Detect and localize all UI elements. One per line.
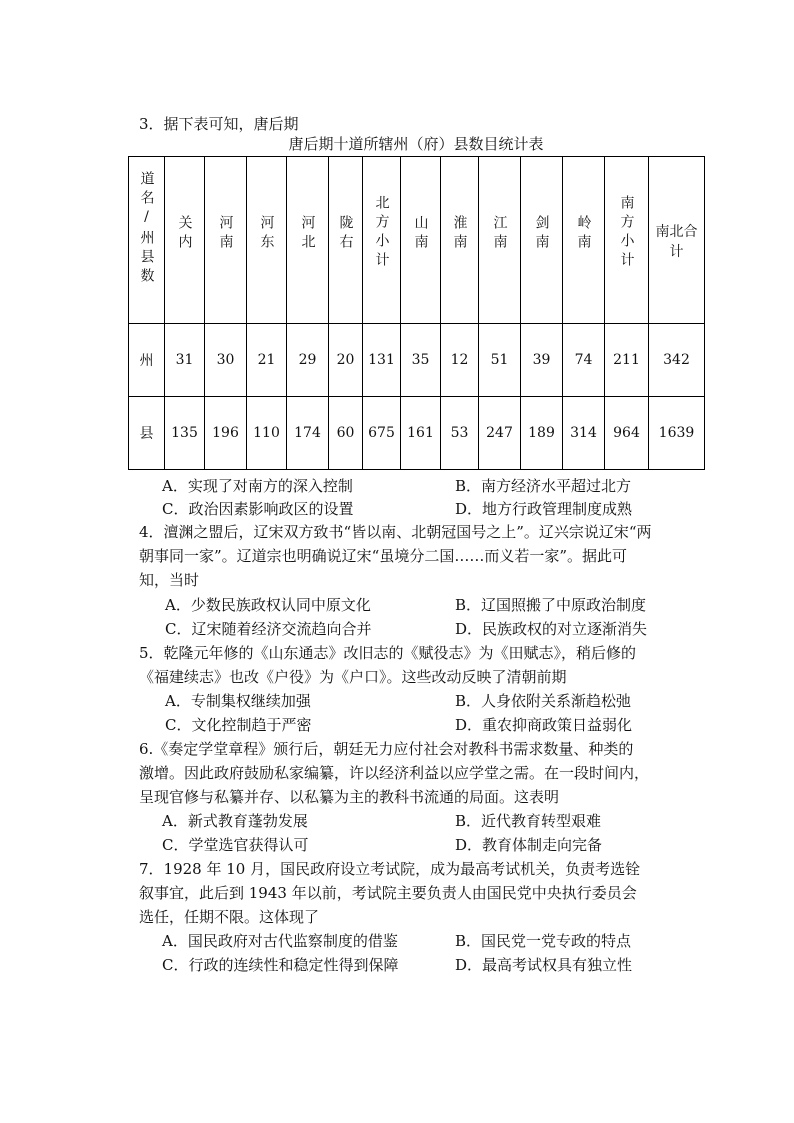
q5-option-a[interactable]: A．专制集权继续加强 xyxy=(165,692,311,710)
question-6-line-2: 激增。因此政府鼓励私家编纂，许以经济利益以应学堂之需。在一段时间内， xyxy=(139,764,650,782)
table-cell: 74 xyxy=(563,324,605,397)
question-5-line-2: 《福建续志》也改《户役》为《户口》。这些改动反映了清朝前期 xyxy=(139,668,567,686)
q3-option-c[interactable]: C．政治因素影响政区的设置 xyxy=(162,500,354,518)
row-label: 县 xyxy=(129,397,165,470)
table-cell: 135 xyxy=(165,397,205,470)
statistics-table xyxy=(128,156,705,470)
q6-option-d[interactable]: D．教育体制走向完备 xyxy=(455,836,603,854)
header-cell: 南北合计 xyxy=(649,157,705,324)
question-6-line-1: 6.《奏定学堂章程》颁行后，朝廷无力应付社会对教科书需求数量、种类的 xyxy=(139,740,634,758)
table-cell: 174 xyxy=(287,397,329,470)
table-cell: 131 xyxy=(363,324,401,397)
table-cell: 39 xyxy=(521,324,563,397)
header-cell: 淮南 xyxy=(441,157,479,324)
table-header-row xyxy=(129,157,705,324)
table-cell: 342 xyxy=(649,324,705,397)
table-cell: 53 xyxy=(441,397,479,470)
header-cell: 河北 xyxy=(287,157,329,324)
header-cell: 剑南 xyxy=(521,157,563,324)
question-7-line-3: 选任，任期不限。这体现了 xyxy=(139,908,320,926)
header-cell: 河东 xyxy=(247,157,287,324)
table-cell: 189 xyxy=(521,397,563,470)
q3-option-a[interactable]: A．实现了对南方的深入控制 xyxy=(162,477,353,495)
header-cell: 道名/州县数 xyxy=(129,157,165,324)
table-cell: 31 xyxy=(165,324,205,397)
q4-option-c[interactable]: C．辽宋随着经济交流趋向合并 xyxy=(165,620,372,638)
table-cell: 161 xyxy=(401,397,441,470)
question-6-line-3: 呈现官修与私纂并存、以私纂为主的教科书流通的局面。这表明 xyxy=(139,788,560,806)
q3-option-b[interactable]: B．南方经济水平超过北方 xyxy=(455,477,632,495)
q7-option-c[interactable]: C．行政的连续性和稳定性得到保障 xyxy=(162,956,399,974)
table-cell: 675 xyxy=(363,397,401,470)
header-cell: 陇右 xyxy=(329,157,363,324)
table-cell: 964 xyxy=(605,397,649,470)
table-cell: 35 xyxy=(401,324,441,397)
table-cell: 51 xyxy=(479,324,521,397)
table-row-zhou xyxy=(129,324,705,397)
q5-option-c[interactable]: C．文化控制趋于严密 xyxy=(165,716,312,734)
table-cell: 21 xyxy=(247,324,287,397)
q7-option-a[interactable]: A．国民政府对古代监察制度的借鉴 xyxy=(162,932,398,950)
q4-option-d[interactable]: D．民族政权的对立逐渐消失 xyxy=(455,620,648,638)
q7-option-d[interactable]: D．最高考试权具有独立性 xyxy=(455,956,633,974)
header-cell: 南方小计 xyxy=(605,157,649,324)
header-cell: 江南 xyxy=(479,157,521,324)
header-cell: 河南 xyxy=(205,157,247,324)
header-cell: 关内 xyxy=(165,157,205,324)
table-cell: 110 xyxy=(247,397,287,470)
header-cell: 山南 xyxy=(401,157,441,324)
header-cell: 北方小计 xyxy=(363,157,401,324)
q6-option-b[interactable]: B．近代教育转型艰难 xyxy=(455,812,602,830)
q7-option-b[interactable]: B．国民党一党专政的特点 xyxy=(455,932,632,950)
table-cell: 196 xyxy=(205,397,247,470)
table-cell: 29 xyxy=(287,324,329,397)
question-5-line-1: 5．乾隆元年修的《山东通志》改旧志的《赋役志》为《田赋志》，稍后修的 xyxy=(139,644,637,662)
question-7-line-2: 叙事宜，此后到 1943 年以前，考试院主要负责人由国民党中央执行委员会 xyxy=(139,884,637,902)
question-3-stem: 3．据下表可知，唐后期 xyxy=(139,115,299,133)
table-cell: 1639 xyxy=(649,397,705,470)
table-title: 唐后期十道所辖州（府）县数目统计表 xyxy=(288,135,544,153)
table-cell: 20 xyxy=(329,324,363,397)
question-4-line-1: 4．澶渊之盟后，辽宋双方致书“皆以南、北朝冠国号之上”。辽兴宗说辽宋“两 xyxy=(139,523,652,541)
q3-option-d[interactable]: D．地方行政管理制度成熟 xyxy=(455,500,633,518)
question-4-line-3: 知，当时 xyxy=(139,571,200,589)
table-cell: 60 xyxy=(329,397,363,470)
table-cell: 314 xyxy=(563,397,605,470)
q5-option-b[interactable]: B．人身依附关系渐趋松弛 xyxy=(455,692,632,710)
header-cell: 岭南 xyxy=(563,157,605,324)
table-cell: 211 xyxy=(605,324,649,397)
row-label: 州 xyxy=(129,324,165,397)
question-4-line-2: 朝事同一家”。辽道宗也明确说辽宋“虽境分二国……而义若一家”。据此可 xyxy=(139,547,628,565)
table-cell: 12 xyxy=(441,324,479,397)
table-row-xian xyxy=(129,397,705,470)
table-cell: 30 xyxy=(205,324,247,397)
q6-option-a[interactable]: A．新式教育蓬勃发展 xyxy=(162,812,308,830)
q6-option-c[interactable]: C．学堂选官获得认可 xyxy=(162,836,309,854)
q4-option-a[interactable]: A．少数民族政权认同中原文化 xyxy=(165,596,371,614)
table-cell: 247 xyxy=(479,397,521,470)
q4-option-b[interactable]: B．辽国照搬了中原政治制度 xyxy=(455,596,647,614)
q5-option-d[interactable]: D．重农抑商政策日益弱化 xyxy=(455,716,633,734)
question-7-line-1: 7．1928 年 10 月，国民政府设立考试院，成为最高考试机关，负责考选铨 xyxy=(139,860,641,878)
